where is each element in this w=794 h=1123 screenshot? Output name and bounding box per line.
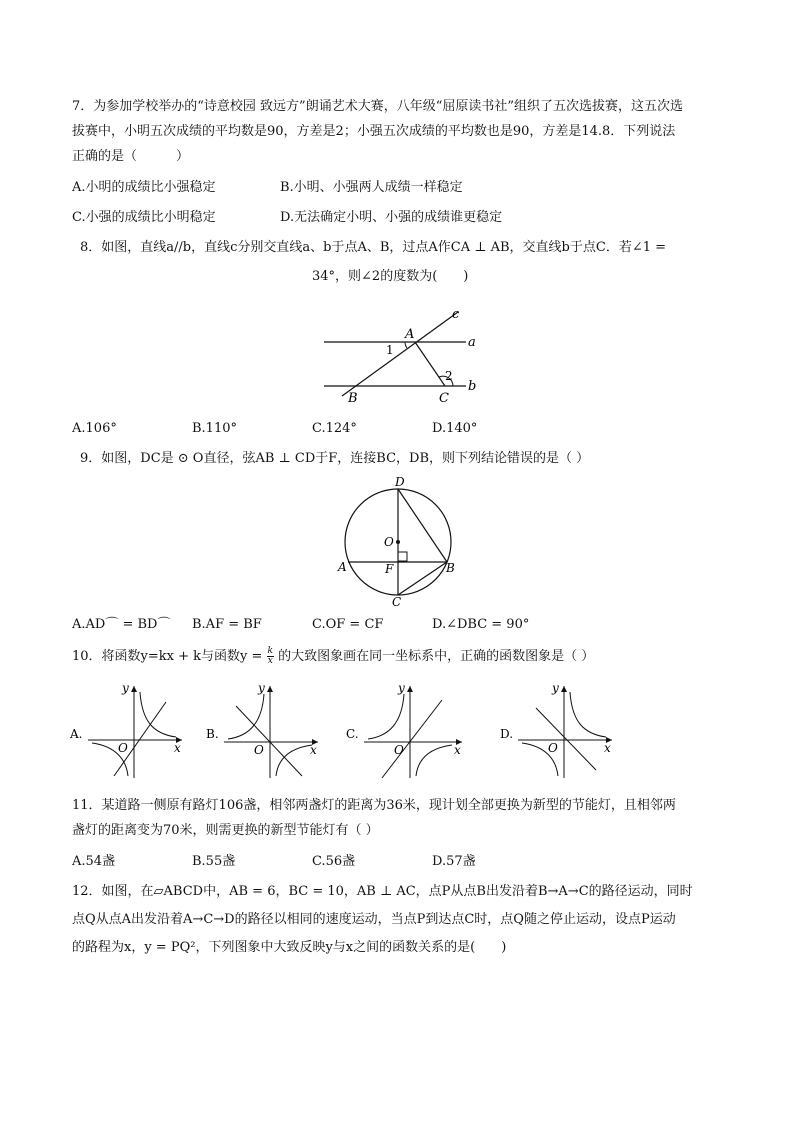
q9-option-c: C.OF = CF	[312, 617, 384, 632]
label-O: O	[384, 535, 394, 549]
angle-1-arc	[405, 342, 407, 348]
label-b: b	[468, 379, 477, 394]
q8-option-b: B.110°	[192, 421, 237, 436]
label-C: C	[392, 595, 402, 607]
y-axis-arrow	[407, 686, 413, 692]
label-B: B	[446, 561, 455, 575]
hyperbola-branch-1	[570, 692, 606, 737]
label-1: 1	[386, 343, 394, 357]
q7-option-a: A.小明的成绩比小强稳定	[72, 180, 216, 195]
linear-line	[114, 702, 166, 776]
label-D: D	[395, 475, 405, 489]
q11-line-1: 11．某道路一侧原有路灯106盏，相邻两盏灯的距离为36米，现计划全部更换为新型的节能灯，且相邻两	[72, 798, 676, 813]
label-o: O	[394, 743, 404, 757]
label-o: O	[548, 741, 558, 755]
label-o: O	[118, 741, 128, 755]
q10-text-post: 的大致图象画在同一坐标系中，正确的函数图象是（ ）	[278, 649, 595, 664]
label-B: B	[348, 391, 358, 404]
graph-b-label: B.	[206, 727, 219, 741]
label-x: x	[310, 743, 317, 757]
label-2: 2	[445, 369, 453, 383]
q7-option-b: B.小明、小强两人成绩一样稳定	[280, 180, 463, 195]
q10-graph-a	[70, 680, 190, 780]
q9-option-b: B.AF = BF	[192, 617, 262, 632]
q12-line-2: 点Q从点A出发沿着A→C→D的路径以相同的速度运动，当点P到达点C时，点Q随之停止运动，设点P运动	[72, 912, 676, 927]
q10-graph-b	[206, 680, 326, 780]
q8-line-2: 34°，则∠2的度数为( )	[312, 269, 469, 284]
q8-figure	[318, 304, 488, 404]
label-a: a	[468, 335, 476, 350]
label-y: y	[398, 681, 405, 695]
q8-line-1: 8．如图，直线a//b，直线c分别交直线a、b于点A、B，过点A作CA ⊥ AB，交直线b于点C．若∠1 =	[80, 240, 667, 255]
q11-option-a: A.54盏	[72, 854, 116, 869]
center-dot	[396, 540, 400, 544]
q9-line-1: 9．如图，DC是 ⊙ O直径，弦AB ⊥ CD于F，连接BC，DB，则下列结论错误的是（ ）	[80, 451, 590, 466]
graph-d-label: D.	[500, 727, 514, 741]
fraction-numerator: k	[267, 646, 274, 656]
fraction-k-over-x	[267, 647, 274, 666]
label-x: x	[454, 743, 461, 757]
segment-db	[398, 489, 447, 562]
label-F: F	[385, 562, 394, 576]
label-y: y	[552, 681, 559, 695]
q7-line-2: 拔赛中，小明五次成绩的平均数是90，方差是2；小强五次成绩的平均数也是90，方差是14.8．下列说法	[72, 124, 676, 139]
q7-line-3: 正确的是（ ）	[72, 149, 190, 164]
q7-option-c: C.小强的成绩比小明稳定	[72, 210, 216, 225]
q10-text-pre: 10．将函数y=kx + k与函数y =	[72, 649, 263, 664]
q12-line-1: 12．如图，在▱ABCD中，AB = 6，BC = 10，AB ⊥ AC，点P从点B出发沿着B→A→C的路径运动，同时	[72, 884, 693, 899]
label-C: C	[439, 391, 449, 404]
label-A: A	[405, 327, 415, 342]
label-A: A	[338, 560, 347, 574]
label-o: O	[254, 743, 264, 757]
hyperbola-branch-2	[276, 745, 312, 776]
label-y: y	[122, 681, 129, 695]
q11-option-d: D.57盏	[432, 854, 476, 869]
q10-line-1	[72, 647, 594, 667]
q12-line-3: 的路程为x，y = PQ²，下列图象中大致反映y与x之间的函数关系的是( )	[72, 940, 507, 955]
right-angle-mark	[398, 552, 407, 561]
q8-option-d: D.140°	[432, 421, 478, 436]
q10-graph-d	[500, 680, 620, 780]
q8-option-a: A.106°	[72, 421, 117, 436]
hyperbola-branch-1	[140, 692, 176, 737]
y-axis-arrow	[561, 686, 567, 692]
q9-figure	[335, 472, 465, 607]
q11-line-2: 盏灯的距离变为70米，则需更换的新型节能灯有（ ）	[72, 823, 379, 838]
linear-line	[536, 708, 596, 770]
y-axis-arrow	[267, 686, 273, 692]
graph-c-label: C.	[346, 727, 359, 741]
label-x: x	[174, 741, 181, 755]
label-y: y	[258, 681, 265, 695]
label-c: c	[452, 307, 460, 322]
graph-a-label: A.	[70, 727, 83, 741]
y-axis-arrow	[131, 686, 137, 692]
line-c	[342, 312, 458, 396]
segment-bc	[398, 562, 447, 595]
q10-graph-c	[346, 680, 466, 780]
q11-option-c: C.56盏	[312, 854, 356, 869]
q7-option-d: D.无法确定小明、小强的成绩谁更稳定	[280, 210, 503, 225]
segment-ac	[415, 342, 445, 386]
q11-option-b: B.55盏	[192, 854, 236, 869]
q7-line-1: 7．为参加学校举办的“诗意校园 致远方”朗诵艺术大赛，八年级“屈原读书社”组织了五次选拔赛，这五次选	[72, 99, 683, 114]
q9-option-d: D.∠DBC = 90°	[432, 617, 530, 632]
fraction-denominator: x	[267, 656, 273, 666]
label-x: x	[604, 741, 611, 755]
q8-option-c: C.124°	[312, 421, 357, 436]
hyperbola-branch-1	[368, 694, 404, 739]
linear-line	[236, 706, 302, 776]
q9-option-a: A.AD⌒ = BD⌒	[72, 617, 171, 632]
hyperbola-branch-2	[416, 745, 452, 776]
linear-line	[382, 700, 442, 778]
